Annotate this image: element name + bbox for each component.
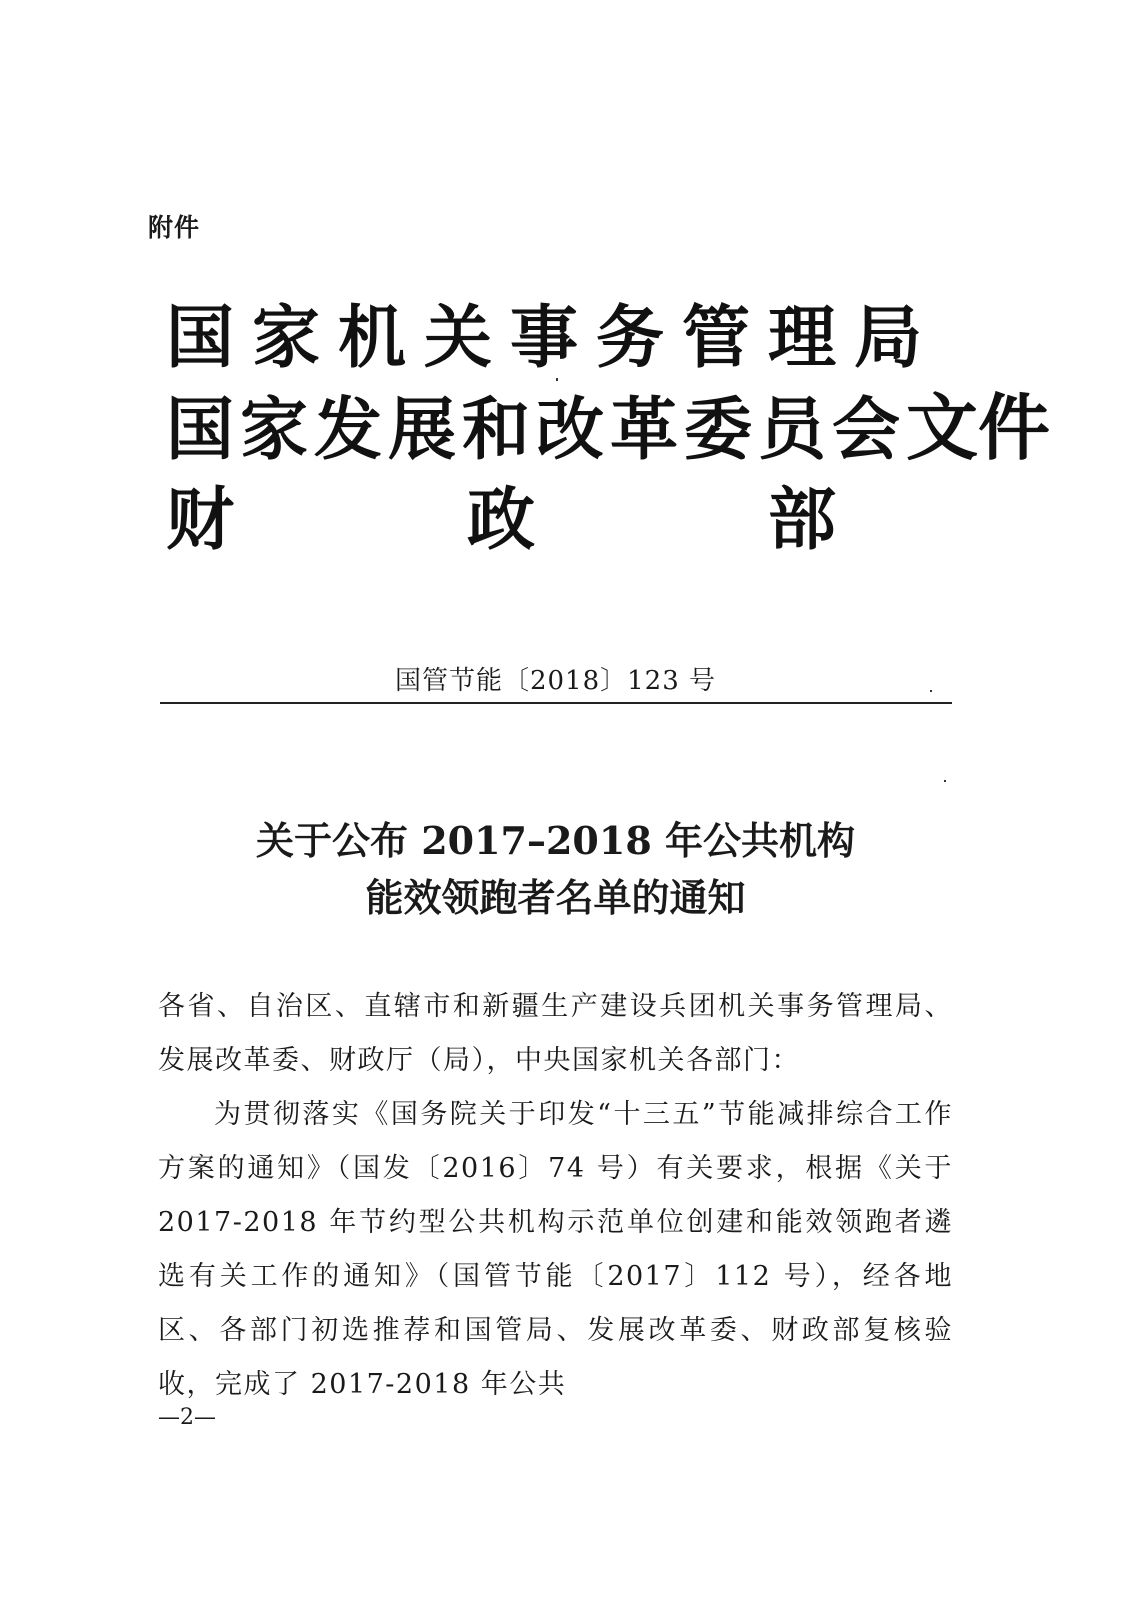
document-number: 国管节能〔2018〕123 号 bbox=[394, 666, 717, 696]
notice-body bbox=[158, 980, 953, 1412]
issuer-line-3-char: 政 bbox=[466, 480, 535, 560]
issuer-line-3-char: 部 bbox=[767, 480, 836, 560]
issuer-line-3-char: 财 bbox=[166, 480, 235, 560]
scan-speck bbox=[944, 780, 946, 782]
body-paragraph: 为贯彻落实《国务院关于印发“十三五”节能减排综合工作方案的通知》（国发〔2016〕74 号）有关要求，根据《关于 2017-2018 年节约型公共机构示范单位创建和能效领跑者遴选有关工作的通知》（国管节能〔2017〕112 号），经各地区、各部门初选推荐和国管局、发展改革委、财政部复核验收，完成了 2017-2018 年公共 bbox=[158, 1099, 953, 1400]
page-number: —2— bbox=[158, 1405, 216, 1430]
notice-title-line-2: 能效领跑者名单的通知 bbox=[365, 875, 746, 920]
attachment-label: 附件 bbox=[148, 213, 201, 242]
issuer-line-2-text: 国家发展和改革委员会 bbox=[166, 390, 907, 470]
salutation: 各省、自治区、直辖市和新疆生产建设兵团机关事务管理局、发展改革委、财政厅（局），中央国家机关各部门： bbox=[158, 991, 953, 1076]
notice-title-line-1: 关于公布 2017–2018 年公共机构 bbox=[256, 818, 855, 863]
issuer-line-1: 国家机关事务管理局 bbox=[166, 298, 941, 378]
scan-speck bbox=[930, 690, 932, 692]
document-suffix: 文件 bbox=[906, 385, 1051, 470]
header-divider bbox=[160, 702, 952, 704]
issuer-line-2 bbox=[166, 385, 1051, 470]
issuer-line-3 bbox=[166, 480, 836, 560]
scan-speck bbox=[556, 378, 558, 381]
